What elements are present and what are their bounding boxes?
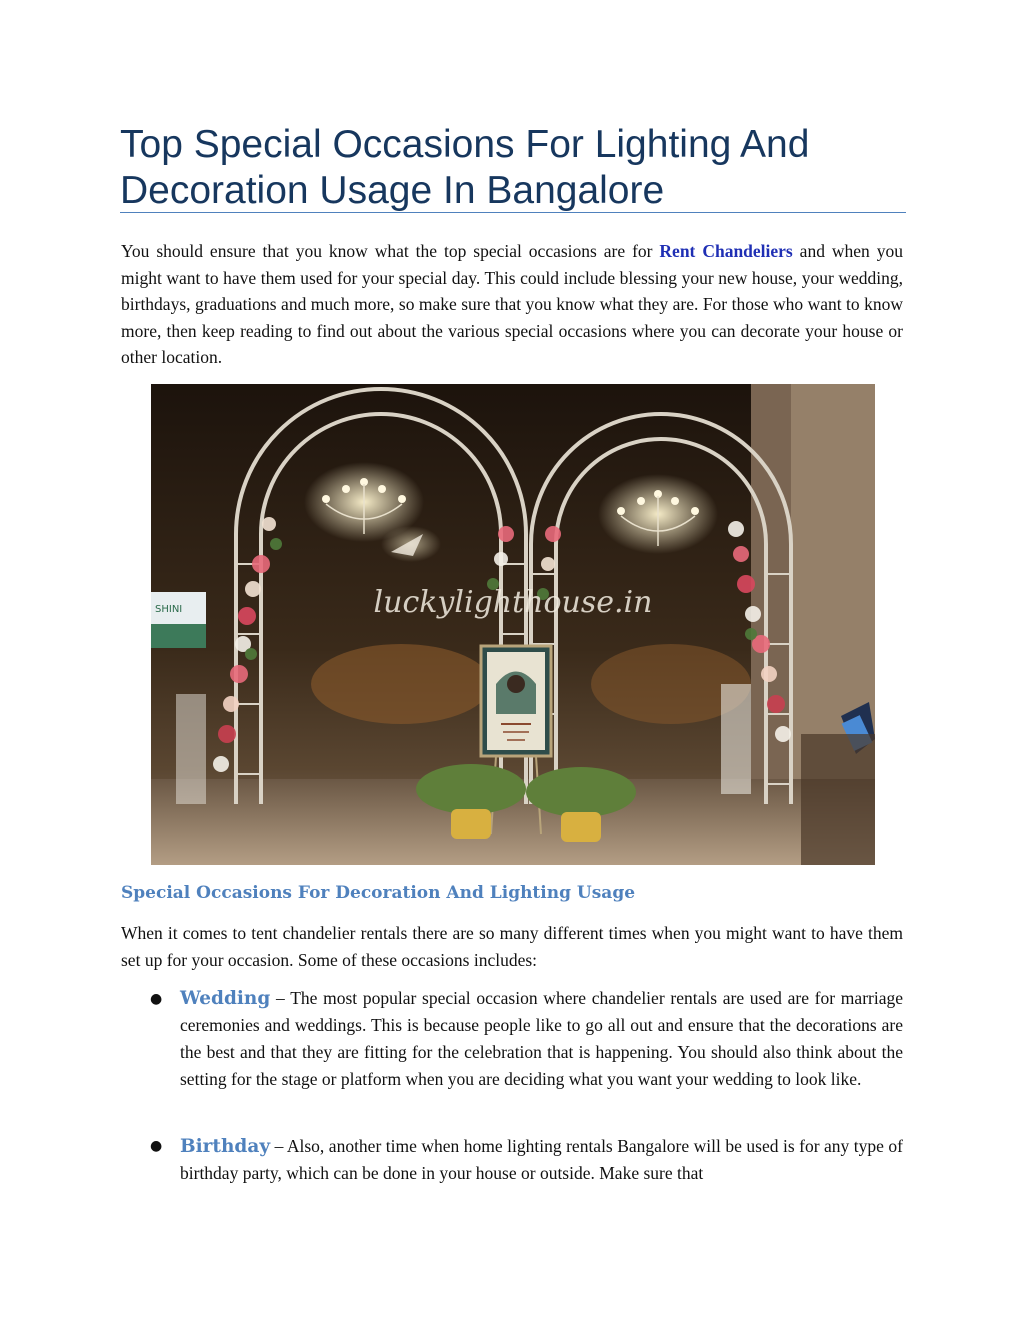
section-heading: Special Occasions For Decoration And Lighting Usage [121, 883, 636, 903]
intro-paragraph [121, 238, 903, 371]
intro-text-after: and when you might want to have them used for your special day. This could include blessing your new house, your wedding, birthdays, graduations and much more, so make sure that you know what they are. For those who want to know more, then keep reading to find out about the various special occasions where you can decorate your house or other location. [121, 241, 903, 367]
list-item-term: Wedding [180, 988, 271, 1009]
bullet-icon: ● [150, 991, 163, 1007]
title-underline [120, 212, 906, 213]
page-title: Top Special Occasions For Lighting And Decoration Usage In Bangalore [120, 123, 810, 212]
list-item [180, 985, 903, 1093]
decoration-photo [151, 384, 875, 865]
list-item-text: – Also, another time when home lighting rentals Bangalore will be used is for any type of birthday party, which can be done in your house or outside. Make sure that [180, 1136, 903, 1183]
section-intro-paragraph: When it comes to tent chandelier rentals there are so many different times when you might want to have them set up for your occasion. Some of these occasions includes: [121, 923, 903, 970]
svg-text:luckylighthouse.in: luckylighthouse.in [373, 585, 653, 620]
list-item-term: Birthday [180, 1136, 271, 1157]
list-item [180, 1133, 903, 1187]
intro-text-before: You should ensure that you know what the top special occasions are for [121, 241, 660, 261]
bullet-icon: ● [150, 1138, 163, 1154]
rent-chandeliers-link[interactable]: Rent Chandeliers [659, 241, 793, 261]
svg-text:SHINI: SHINI [155, 604, 183, 615]
list-item-text: – The most popular special occasion where chandelier rentals are used are for marriage ceremonies and weddings. This is because people like to go all out and ensure that the decorations are the best and that they are fitting for the celebration that is happening. You should also think about the setting for the stage or platform when you are deciding what you want your wedding to look like. [180, 988, 903, 1089]
